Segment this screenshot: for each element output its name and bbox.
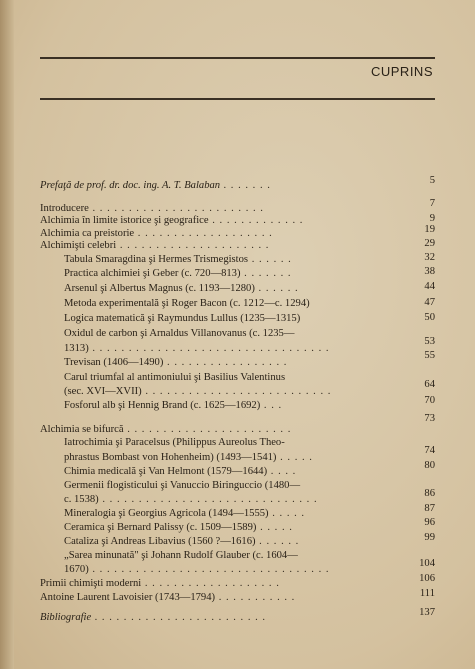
toc-page-number: 38 [424, 266, 435, 277]
toc-page-number: 70 [424, 395, 435, 406]
toc-entry: Primii chimişti moderni . . . . . . . . . . . . . . . . . . . [40, 578, 280, 589]
toc-entry: 1670) . . . . . . . . . . . . . . . . . . . . . . . . . . . . . . . . . [64, 564, 330, 575]
toc-entry: 1313) . . . . . . . . . . . . . . . . . . . . . . . . . . . . . . . . . [64, 343, 330, 354]
toc-entry: c. 1538) . . . . . . . . . . . . . . . . . . . . . . . . . . . . . . [64, 494, 318, 505]
toc-page-number: 64 [424, 379, 435, 390]
toc-entry: Ceramica şi Bernard Palissy (c. 1509—1589) . . . . . [64, 522, 293, 533]
toc-entry: Tabula Smaragdina şi Hermes Trismegistos . . . . . . [64, 254, 292, 265]
toc-page-number: 55 [424, 350, 435, 361]
toc-entry: Alchimia se bifurcă . . . . . . . . . . . . . . . . . . . . . . . [40, 424, 292, 435]
toc-page-number: 47 [424, 297, 435, 308]
page-heading: CUPRINS [370, 64, 433, 79]
toc-page-number: 19 [424, 224, 435, 235]
toc-page-number: 86 [424, 488, 435, 499]
toc-page-number: 137 [419, 607, 435, 618]
toc-entry: (sec. XVI—XVII) . . . . . . . . . . . . . . . . . . . . . . . . . . [64, 386, 332, 397]
toc-entry: Fosforul alb şi Hennig Brand (c. 1625—1692) . . . [64, 400, 283, 411]
toc-entry: Oxidul de carbon şi Arnaldus Villanovanus (c. 1235— [64, 328, 295, 339]
toc-entry: Chimia medicală şi Van Helmont (1579—1644) . . . . [64, 466, 297, 477]
toc-page-number: 80 [424, 460, 435, 471]
toc-entry: Alchimia în limite istorice şi geografice . . . . . . . . . . . . . [40, 215, 304, 226]
toc-entry: Alchimia ca preistorie . . . . . . . . . . . . . . . . . . . [40, 228, 273, 239]
toc-entry: Carul triumfal al antimoniului şi Basilius Valentinus [64, 372, 286, 383]
toc-page-number: 73 [424, 413, 435, 424]
toc-page-number: 104 [419, 558, 435, 569]
toc-entry: Alchimişti celebri . . . . . . . . . . . . . . . . . . . . . [40, 240, 270, 251]
toc-entry: Germenii flogisticului şi Vanuccio Biringuccio (1480— [64, 480, 301, 491]
toc-entry: Antoine Laurent Lavoisier (1743—1794) . . . . . . . . . . . [40, 592, 296, 603]
toc-page-number: 111 [419, 588, 435, 599]
toc-entry: Cataliza şi Andreas Libavius (1560 ?—1616) . . . . . . [64, 536, 300, 547]
toc-entry: Mineralogia şi Georgius Agricola (1494—1555) . . . . . [64, 508, 306, 519]
toc-entry: Bibliografie . . . . . . . . . . . . . . . . . . . . . . . . [40, 612, 267, 623]
toc-page-number: 50 [424, 312, 435, 323]
toc-entry: Prefaţă de prof. dr. doc. ing. A. T. Balaban . . . . . . . [40, 180, 272, 191]
toc-entry: Metoda experimentală şi Roger Bacon (c. 1212—c. 1294) [64, 298, 310, 309]
toc-page-number: 96 [424, 517, 435, 528]
toc-entry: Logica matematică şi Raymundus Lullus (1235—1315) [64, 313, 301, 324]
toc-page-number: 53 [424, 336, 435, 347]
toc-entry: Practica alchimiei şi Geber (c. 720—813) . . . . . . . [64, 268, 292, 279]
toc-page-number: 74 [424, 445, 435, 456]
toc-entry: Iatrochimia şi Paracelsus (Philippus Aureolus Theo- [64, 437, 285, 448]
toc-entry: phrastus Bombast von Hohenheim) (1493—1541) . . . . . [64, 452, 313, 463]
toc-entry: „Sarea minunată" şi Johann Rudolf Glauber (c. 1604— [64, 550, 298, 561]
toc-page-number: 106 [419, 573, 435, 584]
toc-page-number: 87 [424, 503, 435, 514]
toc-page-number: 9 [429, 213, 435, 224]
toc-page-number: 32 [424, 252, 435, 263]
toc-page-number: 44 [424, 281, 435, 292]
toc-entry: Arsenul şi Albertus Magnus (c. 1193—1280) . . . . . . [64, 283, 299, 294]
toc-entry: Trevisan (1406—1490) . . . . . . . . . . . . . . . . . [64, 357, 288, 368]
toc-page-number: 5 [429, 175, 435, 186]
toc-page-number: 29 [424, 238, 435, 249]
toc-page-number: 99 [424, 532, 435, 543]
toc-entry: Introducere . . . . . . . . . . . . . . . . . . . . . . . . [40, 203, 264, 214]
toc-page-number: 7 [429, 198, 435, 209]
